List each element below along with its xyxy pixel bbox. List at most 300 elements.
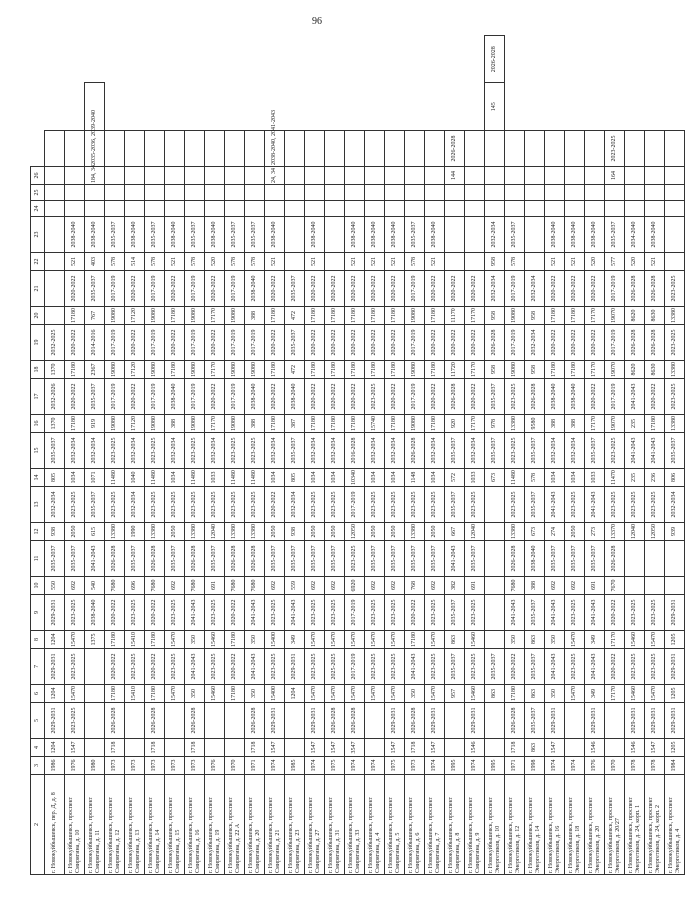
table-cell: 2017-2019	[145, 379, 165, 415]
table-cell: 521	[385, 253, 405, 271]
table-row	[265, 36, 285, 875]
table-cell: 692	[65, 577, 85, 595]
address-cell: г. Новокуйбышевск, проспект Смирягина, д. 21	[265, 775, 285, 875]
table-cell: 387	[285, 415, 305, 433]
table-cell: 1034	[165, 469, 185, 487]
table-cell: 938	[285, 523, 305, 541]
table-cell: 2041-2043	[285, 595, 305, 631]
table-cell: 521	[305, 253, 325, 271]
table-row	[445, 36, 465, 875]
table-cell: 2020-2022	[585, 271, 605, 307]
table-cell	[645, 167, 665, 185]
table-cell: 692	[265, 577, 285, 595]
table-cell: 19080	[105, 361, 125, 379]
table-cell: 2017-2019	[405, 325, 425, 361]
table-cell	[525, 185, 545, 201]
table-cell: 17180	[345, 361, 365, 379]
table-cell: 2023-2025	[205, 487, 225, 523]
table-cell	[565, 167, 585, 185]
table-cell: 1975	[385, 757, 405, 775]
table-cell: 514	[125, 253, 145, 271]
table-cell: 958	[525, 361, 545, 379]
table-cell: 2038-2040	[285, 379, 305, 415]
table-cell: 2035-2037	[545, 541, 565, 577]
address-cell: г. Новокуйбышевск, проспект Энергетиков, д. 14	[525, 775, 545, 875]
table-cell: 1973	[125, 757, 145, 775]
column-number: 16	[31, 415, 45, 433]
table-cell: 2050	[325, 523, 345, 541]
table-cell: 19080	[505, 307, 525, 325]
table-cell: 2020-2022	[125, 325, 145, 361]
table-cell: 1547	[425, 739, 445, 757]
table-cell: 2023-2025	[605, 433, 625, 469]
table-cell: 17180	[145, 631, 165, 649]
table-cell	[645, 201, 665, 217]
table-cell	[425, 131, 445, 167]
table-cell: 691	[205, 577, 225, 595]
table-cell: 2017-2019	[105, 271, 125, 307]
table-cell	[625, 185, 645, 201]
table-cell	[605, 739, 625, 757]
table-cell: 2017-2019	[605, 271, 625, 307]
table-cell: 1974	[565, 757, 585, 775]
table-cell: 2035-2037	[265, 541, 285, 577]
table-cell: 1974	[265, 757, 285, 775]
table-cell: 15470	[645, 631, 665, 649]
table-cell: 578	[105, 253, 125, 271]
table-cell	[45, 271, 65, 307]
table-cell: 863	[485, 685, 505, 703]
table-cell: 2020-2022	[205, 271, 225, 307]
table-cell: 2029-2031	[625, 703, 645, 739]
table-cell	[345, 167, 365, 185]
table-cell: 235	[625, 415, 645, 433]
table-cell	[445, 217, 465, 253]
table-cell: 1718	[145, 739, 165, 757]
table-cell: 2041-2043	[445, 541, 465, 577]
table-cell: 2035-2037	[445, 487, 465, 523]
table-cell: 2023-2025	[425, 487, 445, 523]
column-number: 12	[31, 523, 45, 541]
table-cell: 2041-2043	[405, 649, 425, 685]
table-cell	[585, 185, 605, 201]
table-cell: 17180	[145, 685, 165, 703]
table-cell: 15470	[325, 631, 345, 649]
table-cell: 17170	[465, 361, 485, 379]
table-cell: 17180	[365, 361, 385, 379]
table-cell: 1204	[45, 631, 65, 649]
table-cell: 350	[245, 631, 265, 649]
table-cell: 578	[145, 253, 165, 271]
rotated-table	[30, 35, 681, 875]
table-cell: 2029-2031	[285, 649, 305, 685]
table-cell	[525, 217, 545, 253]
table-cell: 3547	[345, 739, 365, 757]
table-cell	[225, 167, 245, 185]
table-cell: 11480	[505, 469, 525, 487]
table-cell: 1547	[265, 739, 285, 757]
table-cell: 2041-2043	[645, 433, 665, 469]
table-cell	[205, 703, 225, 739]
table-row	[365, 36, 385, 875]
table-cell	[565, 739, 585, 757]
table-cell: 2032-2034	[365, 433, 385, 469]
table-cell: 578	[525, 469, 545, 487]
table-cell: 2023-2025	[365, 595, 385, 631]
table-cell: 2020-2022	[125, 379, 145, 415]
table-cell	[365, 131, 385, 167]
table-cell: 388	[245, 307, 265, 325]
table-cell: 2035-2037	[225, 217, 245, 253]
table-cell: 11720	[445, 361, 465, 379]
table-cell: 2020-2022	[545, 271, 565, 307]
table-cell	[405, 131, 425, 167]
table-cell: 1546	[625, 739, 645, 757]
table-cell: 350	[545, 631, 565, 649]
table-cell: 2032-2034	[485, 271, 505, 307]
table-cell: 11480	[145, 469, 165, 487]
table-cell: 2020-2022	[345, 325, 365, 361]
table-cell: 692	[565, 577, 585, 595]
table-cell: 1973	[105, 757, 125, 775]
table-cell	[65, 167, 85, 185]
table-cell	[525, 167, 545, 185]
table-cell	[305, 185, 325, 201]
table-cell: 1978	[625, 757, 645, 775]
table-cell: 15470	[385, 685, 405, 703]
table-cell	[245, 201, 265, 217]
table-cell	[365, 739, 385, 757]
table-cell: 2020-2022	[165, 325, 185, 361]
table-cell: 2023-2025	[65, 595, 85, 631]
table-cell: 17170	[465, 415, 485, 433]
table-cell: 578	[185, 253, 205, 271]
table-cell	[645, 577, 665, 595]
table-cell: 19080	[505, 361, 525, 379]
table-cell: 2026-2028	[445, 131, 465, 167]
table-cell: 2035-2037	[485, 433, 505, 469]
table-cell	[125, 167, 145, 185]
table-cell: 1984	[665, 757, 685, 775]
table-cell: 349	[585, 631, 605, 649]
table-cell: 2023-2025	[245, 433, 265, 469]
table-cell: 19070	[605, 361, 625, 379]
table-cell	[665, 253, 685, 271]
table-cell: 2035-2037	[125, 541, 145, 577]
table-cell: 2023-2025	[405, 487, 425, 523]
table-cell	[465, 131, 485, 167]
table-cell: 1974	[425, 757, 445, 775]
table-cell: 2026-2028	[505, 541, 525, 577]
address-cell: г. Новокуйбышевск, проспект Смирягина, д. 13	[125, 775, 145, 875]
table-cell	[285, 253, 305, 271]
table-cell: 2026-2028	[185, 541, 205, 577]
table-cell: 17180	[225, 685, 245, 703]
table-cell: 2029-2031	[425, 703, 445, 739]
table-cell	[225, 131, 245, 167]
table-cell: 2041-2043	[585, 649, 605, 685]
table-cell: 1995	[485, 757, 505, 775]
table-cell	[485, 523, 505, 541]
table-row	[225, 36, 245, 875]
table-cell: 1547	[545, 739, 565, 757]
address-cell: г. Новокуйбышевск, проспект Смирягина, д. 12	[105, 775, 125, 875]
table-cell: 2038-2040	[85, 595, 105, 631]
table-cell: 2020-2022	[425, 271, 445, 307]
table-cell: 2035-2037	[85, 379, 105, 415]
table-row	[245, 36, 265, 875]
table-cell: 1370	[45, 361, 65, 379]
table-cell: 2041-2043	[505, 595, 525, 631]
table-cell	[265, 201, 285, 217]
table-cell: 15470	[165, 631, 185, 649]
address-cell: г. Новокуйбышевск, проспект Смирягина, д. 4	[365, 775, 385, 875]
column-number: 17	[31, 379, 45, 415]
table-cell: 2029-2031	[265, 703, 285, 739]
table-cell	[485, 577, 505, 595]
table-cell: 15410	[125, 631, 145, 649]
column-number: 2	[31, 775, 45, 875]
table-cell: 2035-2037	[525, 649, 545, 685]
repair-schedule-table	[30, 35, 685, 875]
address-cell: г. Новокуйбышевск, проспект Смирягина, д. 11	[85, 775, 105, 875]
table-cell: 2020-2022	[225, 649, 245, 685]
table-cell: 2026-2028	[325, 703, 345, 739]
table-cell: 1971	[505, 757, 525, 775]
table-cell	[465, 185, 485, 201]
table-cell: 692	[385, 577, 405, 595]
table-cell: 2035-2037	[445, 649, 465, 685]
table-cell	[625, 131, 645, 167]
table-cell: 2041-2043	[185, 595, 205, 631]
address-cell: г. Новокуйбышевск, проспект Энергетиков, д. 12	[505, 775, 525, 875]
table-cell: 17180	[365, 307, 385, 325]
table-cell: 15460	[465, 685, 485, 703]
address-cell: г. Новокуйбышевск, проспект Энергетиков, д. 20	[585, 775, 605, 875]
table-cell	[465, 201, 485, 217]
table-cell: 2020-2022	[465, 271, 485, 307]
table-cell: 388	[165, 415, 185, 433]
table-cell: 2038-2040	[125, 217, 145, 253]
table-cell: 15470	[565, 685, 585, 703]
table-cell: 15410	[125, 685, 145, 703]
table-cell	[45, 217, 65, 253]
table-cell: 2038-2040	[565, 217, 585, 253]
table-cell: 144	[445, 167, 465, 185]
table-cell: 2020-2022	[605, 649, 625, 685]
table-cell: 2017-2019	[245, 325, 265, 361]
table-cell: 2050	[165, 523, 185, 541]
table-row	[645, 36, 665, 875]
table-cell: 1973	[185, 757, 205, 775]
table-cell: 7670	[605, 577, 625, 595]
table-cell: 2035-2037	[505, 217, 525, 253]
table-cell: 2032-2034	[485, 217, 505, 253]
table-cell	[565, 703, 585, 739]
table-cell: 521	[565, 253, 585, 271]
table-cell: 1718	[105, 739, 125, 757]
table-cell: 2020-2022	[425, 379, 445, 415]
table-cell: 11480	[225, 469, 245, 487]
table-cell	[445, 253, 465, 271]
table-cell	[465, 167, 485, 185]
table-cell: 17180	[345, 307, 365, 325]
table-cell: 768	[405, 577, 425, 595]
table-cell: 350	[185, 631, 205, 649]
table-cell: 2023-2025	[565, 487, 585, 523]
table-cell: 1033	[205, 469, 225, 487]
column-number: 24	[31, 201, 45, 217]
address-cell: г. Новокуйбышевск, проспект Смирягина, д. 5	[385, 775, 405, 875]
table-cell: 1148	[405, 469, 425, 487]
table-cell	[225, 185, 245, 201]
table-cell: 1974	[465, 757, 485, 775]
table-cell	[645, 541, 665, 577]
table-cell: 19080	[225, 307, 245, 325]
table-cell: 7680	[505, 577, 525, 595]
table-cell: 17180	[265, 361, 285, 379]
table-cell: 19080	[185, 415, 205, 433]
table-cell	[405, 201, 425, 217]
table-cell: 13380	[665, 361, 685, 379]
table-cell: 17170	[205, 307, 225, 325]
table-cell: 2035-2037	[325, 541, 345, 577]
table-cell: 2017-2019	[185, 271, 205, 307]
table-cell: 388	[245, 415, 265, 433]
table-cell: 2023-2025	[625, 487, 645, 523]
table-cell: 1040	[125, 469, 145, 487]
table-cell: 17180	[305, 361, 325, 379]
table-cell	[565, 185, 585, 201]
address-cell: г. Новокуйбышевск, проспект Смирягина, д. 31	[325, 775, 345, 875]
column-number: 6	[31, 685, 45, 703]
table-cell: 13380	[505, 415, 525, 433]
table-cell: 2023-2025	[645, 487, 665, 523]
table-cell: 2023-2025	[265, 595, 285, 631]
table-cell	[545, 185, 565, 201]
table-cell: 2032-2034	[285, 487, 305, 523]
table-cell: 2032-2034	[125, 487, 145, 523]
table-cell	[145, 167, 165, 185]
table-row	[205, 36, 225, 875]
address-cell: г. Новокуйбышевск, проспект Энергетиков, д. 10	[485, 775, 505, 875]
table-cell	[445, 703, 465, 739]
table-cell: 2029-2031	[665, 595, 685, 631]
table-cell: 2023-2025	[505, 487, 525, 523]
table-cell: 2035-2037	[85, 271, 105, 307]
table-cell: 863	[525, 631, 545, 649]
table-cell: 17170	[585, 361, 605, 379]
table-cell: 2050	[385, 523, 405, 541]
table-cell: 2020-2022	[105, 649, 125, 685]
column-number: 19	[31, 325, 45, 361]
table-row	[585, 36, 605, 875]
table-row	[545, 36, 565, 875]
table-cell	[405, 167, 425, 185]
table-cell: 17180	[65, 307, 85, 325]
table-cell: 1990	[125, 523, 145, 541]
table-cell: 2023-2025	[325, 595, 345, 631]
column-number: 21	[31, 271, 45, 307]
table-cell: 2038-2040	[305, 217, 325, 253]
table-cell	[305, 201, 325, 217]
table-cell: 2026-2028	[105, 703, 125, 739]
table-cell: 2017-2019	[605, 379, 625, 415]
table-cell: 2023-2025	[145, 487, 165, 523]
table-cell	[305, 167, 325, 185]
table-cell: 2032-2034	[425, 433, 445, 469]
table-cell	[485, 595, 505, 631]
table-cell	[105, 201, 125, 217]
table-cell: 2020-2022	[265, 379, 285, 415]
table-cell: 17170	[605, 631, 625, 649]
table-cell: 9580	[525, 415, 545, 433]
table-cell: 1034	[385, 469, 405, 487]
table-cell: 17180	[645, 415, 665, 433]
address-cell: г. Новокуйбышевск, проспект Энергетиков, д. 16	[545, 775, 565, 875]
table-cell: 1033	[465, 469, 485, 487]
table-cell: 2020-2022	[325, 325, 345, 361]
table-cell: 978	[485, 415, 505, 433]
table-cell: 2035-2037	[465, 541, 485, 577]
table-cell: 2050	[565, 523, 585, 541]
table-cell: 15470	[165, 685, 185, 703]
table-cell: 2020-2022	[165, 271, 185, 307]
table-cell	[665, 541, 685, 577]
table-cell: 2023-2025	[185, 487, 205, 523]
column-number: 20	[31, 307, 45, 325]
table-cell: 1034	[545, 469, 565, 487]
table-cell	[245, 185, 265, 201]
table-cell: 2023-2025	[465, 649, 485, 685]
table-cell: 2032-2034	[665, 487, 685, 523]
table-cell: 350	[405, 685, 425, 703]
address-cell: г. Новокуйбышевск, проспект Смирягина, д. 23	[285, 775, 305, 875]
table-cell: 2017-2019	[405, 379, 425, 415]
column-number: 13	[31, 487, 45, 523]
table-cell: 2023-2025	[385, 649, 405, 685]
table-cell: 2017-2019	[105, 325, 125, 361]
table-cell: 1718	[505, 739, 525, 757]
address-cell: г. Новокуйбышевск, проспект Энергетиков, д. 24, корп. 1	[625, 775, 645, 875]
table-cell: 2020-2022	[425, 325, 445, 361]
table-cell: 2035-2037	[605, 217, 625, 253]
table-cell: 2026-2028	[245, 541, 265, 577]
table-cell	[365, 167, 385, 185]
column-number: 14	[31, 469, 45, 487]
table-cell	[205, 131, 225, 167]
table-cell: 472	[285, 361, 305, 379]
table-cell: 2020-2022	[345, 379, 365, 415]
table-cell: 2023-2025	[365, 487, 385, 523]
table-cell: 572	[445, 469, 465, 487]
table-cell: 17180	[165, 307, 185, 325]
table-cell	[145, 131, 165, 167]
table-cell: 2026-2028	[405, 703, 425, 739]
table-cell	[485, 201, 505, 217]
table-cell: 2038-2040	[525, 541, 545, 577]
table-cell: 13380	[185, 523, 205, 541]
table-cell: 520	[205, 253, 225, 271]
table-cell: 691	[465, 577, 485, 595]
table-cell: 691	[585, 577, 605, 595]
table-cell: 15470	[425, 685, 445, 703]
table-cell: 1205	[665, 685, 685, 703]
table-cell	[65, 201, 85, 217]
table-cell: 2026-2028	[185, 703, 205, 739]
table-cell	[285, 131, 305, 167]
table-row	[185, 36, 205, 875]
